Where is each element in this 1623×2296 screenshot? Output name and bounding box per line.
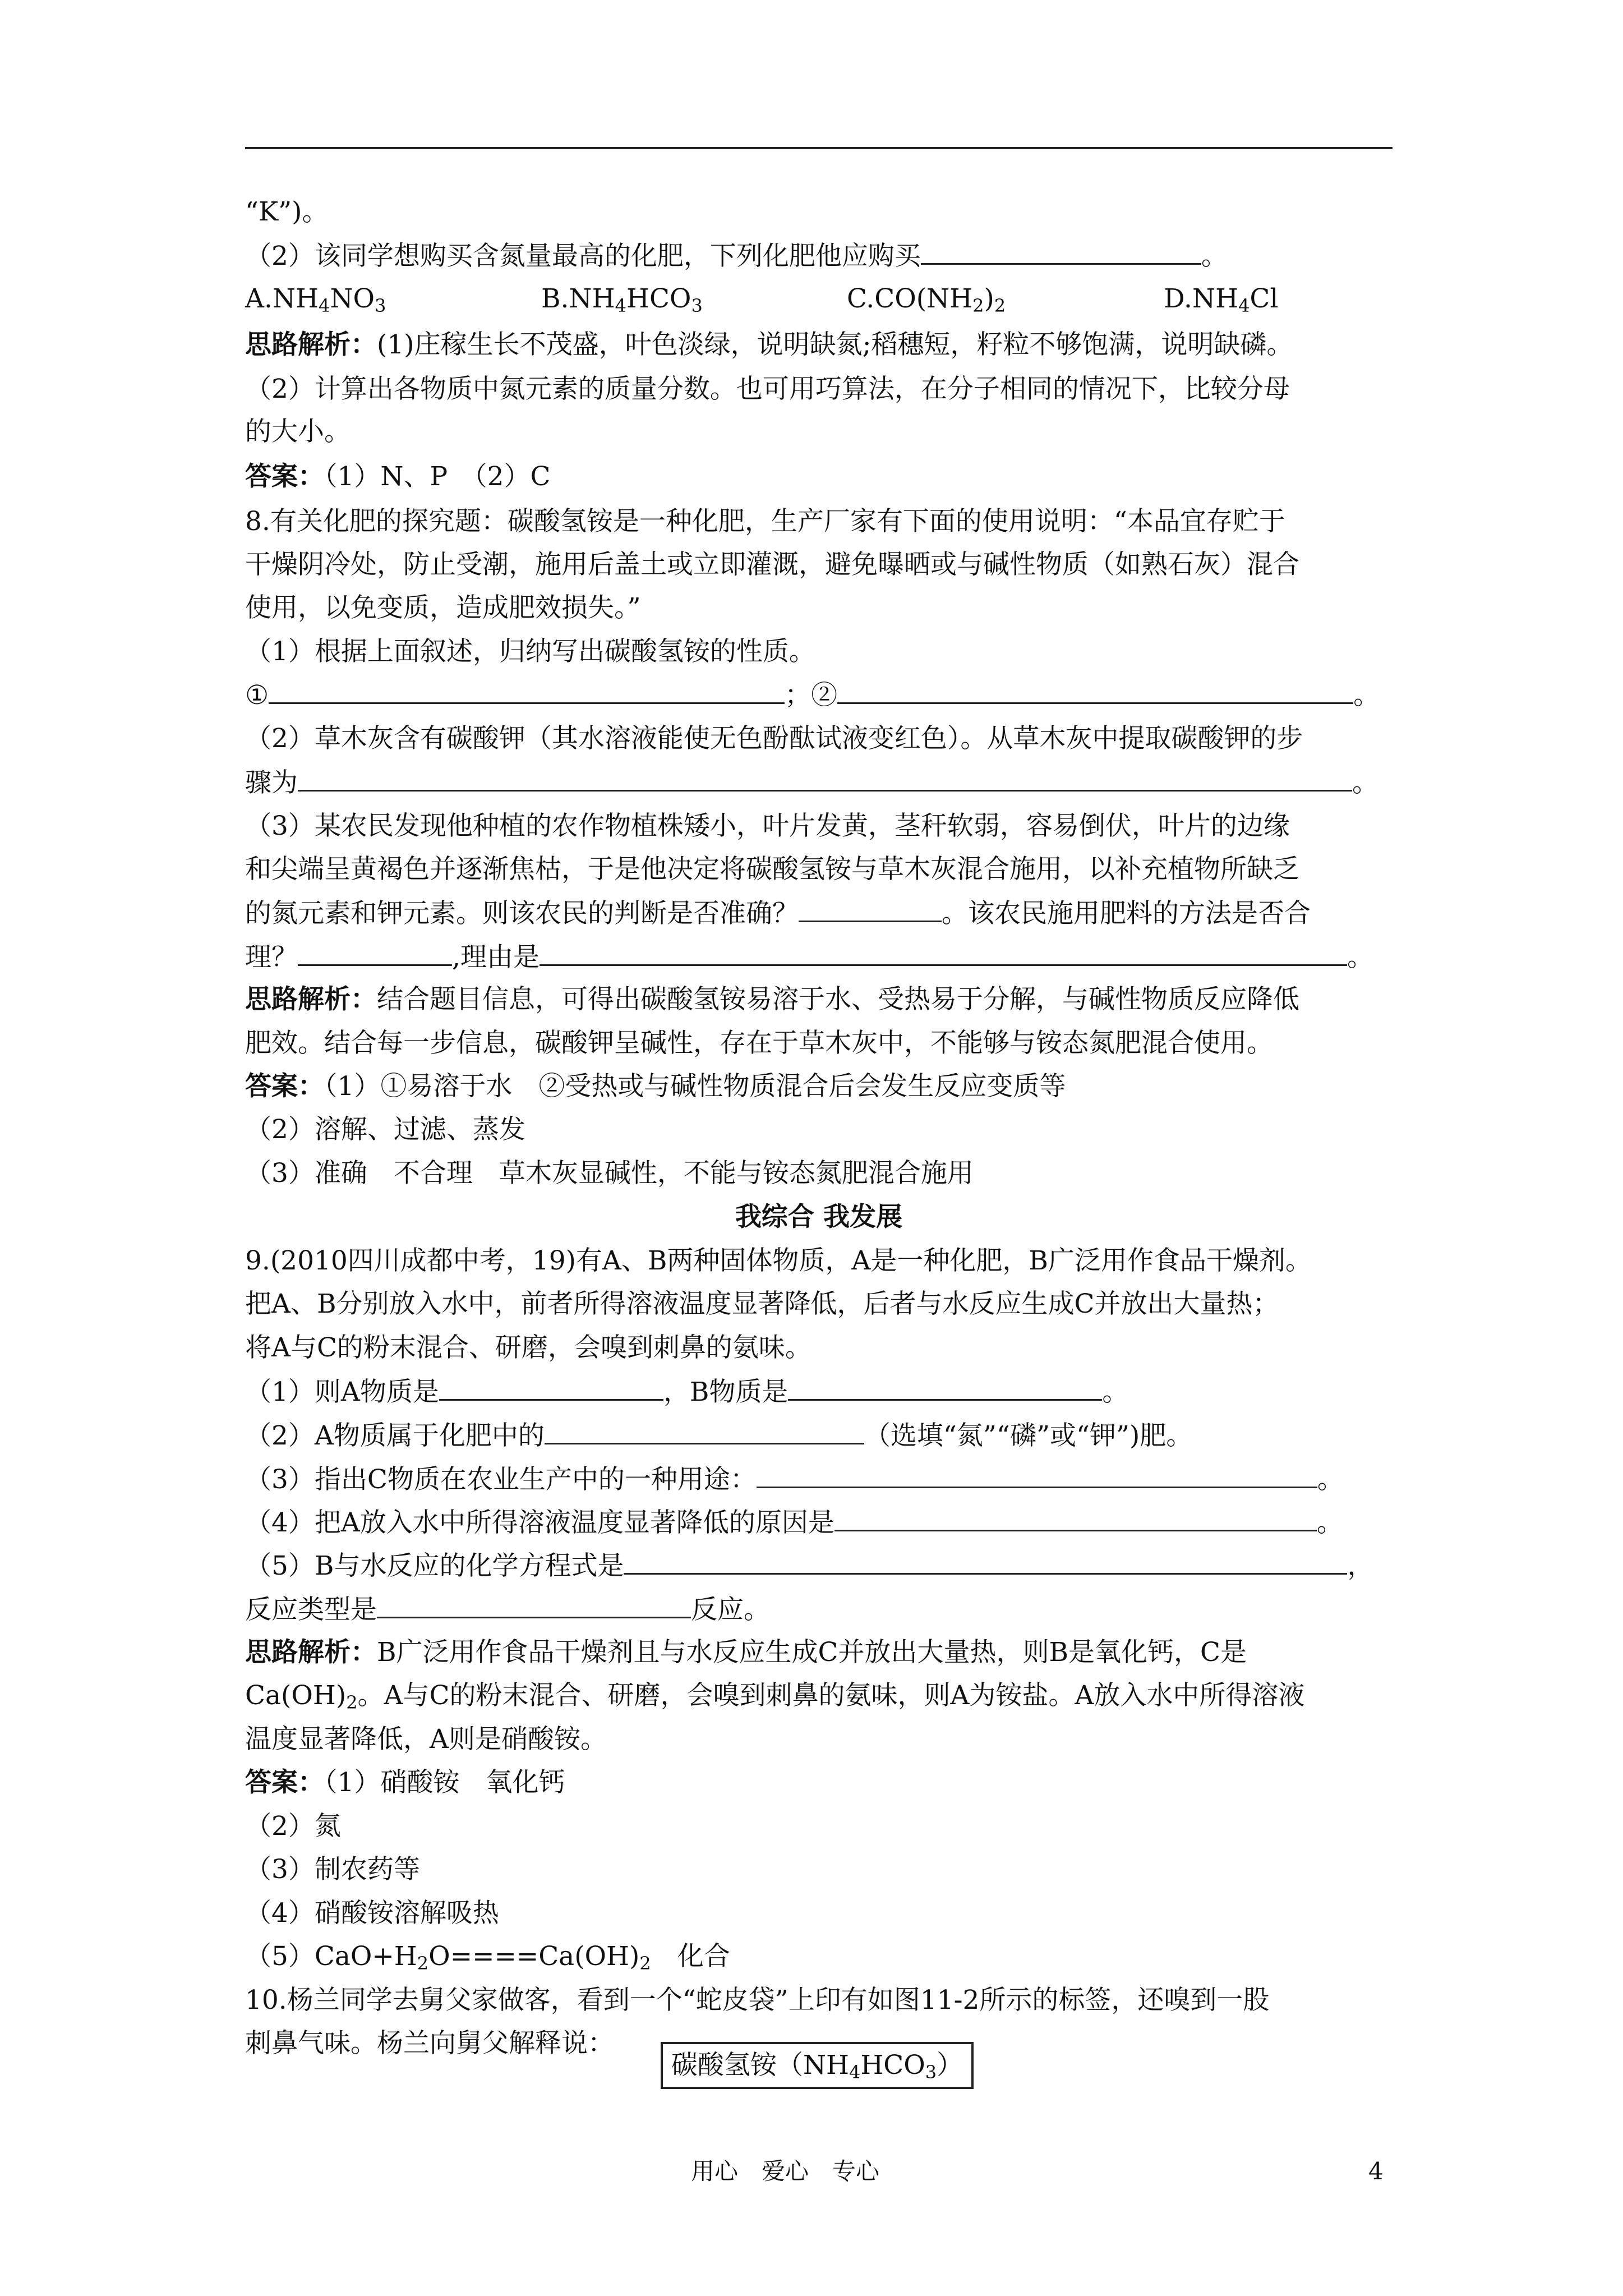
header-rule	[245, 147, 1393, 149]
fertilizer-label-box: 碳酸氢铵$(NH_4HCO_3)$	[661, 2042, 974, 2089]
answer-blank[interactable]	[439, 1374, 663, 1401]
question-9-part-1: （1）则A物质是 ，B物质是 。	[245, 1374, 1128, 1409]
text-line: 使用，以免变质，造成肥效损失。”	[245, 592, 641, 623]
answer-1: 答案：（1）N、P （2）C	[245, 461, 551, 492]
answer-blank[interactable]	[269, 678, 785, 704]
question-9-part-5: （5）B与水反应的化学方程式是 ，	[245, 1548, 1373, 1583]
option-d: $D.NH_4Cl$	[1164, 283, 1279, 316]
text-line: 的大小。	[245, 416, 351, 447]
text-line: （3）某农民发现他种植的农作物植株矮小，叶片发黄，茎秆软弱，容易倒伏，叶片的边缘	[245, 811, 1290, 841]
page-number: 4	[1368, 2157, 1384, 2185]
text-line: 的氮元素和钾元素。则该农民的判断是否准确？ 。该农民施用肥料的方法是否合	[245, 896, 1311, 931]
question-10: 10.杨兰同学去舅父家做客，看到一个“蛇皮袋”上印有如图11-2所示的标签，还嗅到一股	[245, 1985, 1270, 2016]
text-line: （2）氮	[245, 1811, 341, 1842]
answer-blank[interactable]	[545, 1418, 864, 1444]
text-line: 理？ ,理由是 。	[245, 940, 1373, 974]
text-line: 和尖端呈黄褐色并逐渐焦枯，于是他决定将碳酸氢铵与草木灰混合施用，以补充植物所缺乏	[245, 854, 1299, 885]
answer-3: 答案：（1）硝酸铵 氧化钙	[245, 1767, 565, 1798]
text-line: （4）硝酸铵溶解吸热	[245, 1898, 499, 1929]
option-b: $B.NH_4HCO_3$	[541, 283, 703, 316]
answer-blank[interactable]	[757, 1462, 1317, 1488]
text-line: 骤为 。	[245, 765, 1378, 800]
text-line: （3）准确 不合理 草木灰显碱性，不能与铵态氮肥混合施用	[245, 1158, 974, 1189]
text-line: 温度显著降低，A则是硝酸铵。	[245, 1724, 607, 1755]
answer-blank[interactable]	[788, 1374, 1102, 1401]
question-9-part-2: （2）A物质属于化肥中的 （选填“氮”“磷”或“钾”)肥。	[245, 1418, 1192, 1453]
text-line: “K”)。	[245, 196, 329, 227]
option-c: $C.CO(NH_2)_2$	[847, 283, 1006, 316]
question-7-part-2: （2）该同学想购买含氮量最高的化肥，下列化肥他应购买 。	[245, 238, 1228, 273]
answer-2: 答案：（1）①易溶于水 ②受热或与碱性物质混合后会发生反应变质等	[245, 1071, 1066, 1102]
answer-blank[interactable]	[834, 1505, 1317, 1531]
text-line: 刺鼻气味。杨兰向舅父解释说：	[245, 2028, 614, 2059]
text-line: （2）草木灰含有碳酸钾（其水溶液能使无色酚酞试液变红色）。从草木灰中提取碳酸钾的步	[245, 723, 1303, 754]
analysis-2: 思路解析：结合题目信息，可得出碳酸氢铵易溶于水、受热易于分解，与碱性物质反应降低	[245, 984, 1299, 1015]
answer-blank[interactable]	[540, 940, 1347, 966]
footer-motto: 用心 爱心 专心	[691, 2157, 880, 2185]
question-8-blanks: ① ；② 。	[245, 678, 1380, 712]
question-9-part-4: （4）把A放入水中所得溶液温度显著降低的原因是 。	[245, 1505, 1343, 1540]
text-line: 反应类型是 反应。	[245, 1592, 770, 1627]
question-9: 9.(2010四川成都中考，19)有A、B两种固体物质，A是一种化肥，B广泛用作食品干燥剂。	[245, 1245, 1312, 1276]
text-line: $Ca(OH)_2$。A与C的粉末混合、研磨，会嗅到刺鼻的氨味，则A为铵盐。A放入水中所得溶液	[245, 1680, 1305, 1713]
answer-blank[interactable]	[837, 678, 1353, 704]
option-a: $A.NH_4NO_3$	[245, 283, 386, 316]
text-line: 将A与C的粉末混合、研磨，会嗅到刺鼻的氨味。	[245, 1332, 811, 1363]
answer-blank[interactable]	[799, 896, 942, 922]
text-line: （1）根据上面叙述，归纳写出碳酸氢铵的性质。	[245, 636, 815, 667]
text-line: 肥效。结合每一步信息，碳酸钾呈碱性，存在于草木灰中，不能够与铵态氮肥混合使用。	[245, 1028, 1273, 1059]
question-8: 8.有关化肥的探究题：碳酸氢铵是一种化肥，生产厂家有下面的使用说明：“本品宜存贮于	[245, 506, 1285, 537]
text-line: 干燥阴冷处，防止受潮，施用后盖土或立即灌溉，避免曝晒或与碱性物质（如熟石灰）混合	[245, 549, 1299, 580]
section-heading: 我综合 我发展	[735, 1202, 903, 1232]
answer-blank[interactable]	[921, 238, 1201, 265]
answer-blank[interactable]	[298, 765, 1352, 792]
analysis-1: 思路解析：(1)庄稼生长不茂盛，叶色淡绿，说明缺氮;稻穗短，籽粒不够饱满，说明缺磷。	[245, 329, 1293, 360]
text-line: $(5)CaO+H_2O====Ca(OH)_2$ 化合	[245, 1941, 730, 1974]
analysis-3: 思路解析：B广泛用作食品干燥剂且与水反应生成C并放出大量热，则B是氧化钙，C是	[245, 1637, 1247, 1668]
answer-blank[interactable]	[624, 1548, 1347, 1575]
answer-blank[interactable]	[298, 940, 452, 966]
text-line: （2）溶解、过滤、蒸发	[245, 1114, 525, 1145]
answer-blank[interactable]	[377, 1592, 691, 1618]
question-9-part-3: （3）指出C物质在农业生产中的一种用途： 。	[245, 1462, 1344, 1497]
text-line: 把A、B分别放入水中，前者所得溶液温度显著降低，后者与水反应生成C并放出大量热；	[245, 1289, 1279, 1319]
text-line: （3）制农药等	[245, 1854, 420, 1885]
text-line: （2）计算出各物质中氮元素的质量分数。也可用巧算法，在分子相同的情况下，比较分母	[245, 374, 1290, 404]
